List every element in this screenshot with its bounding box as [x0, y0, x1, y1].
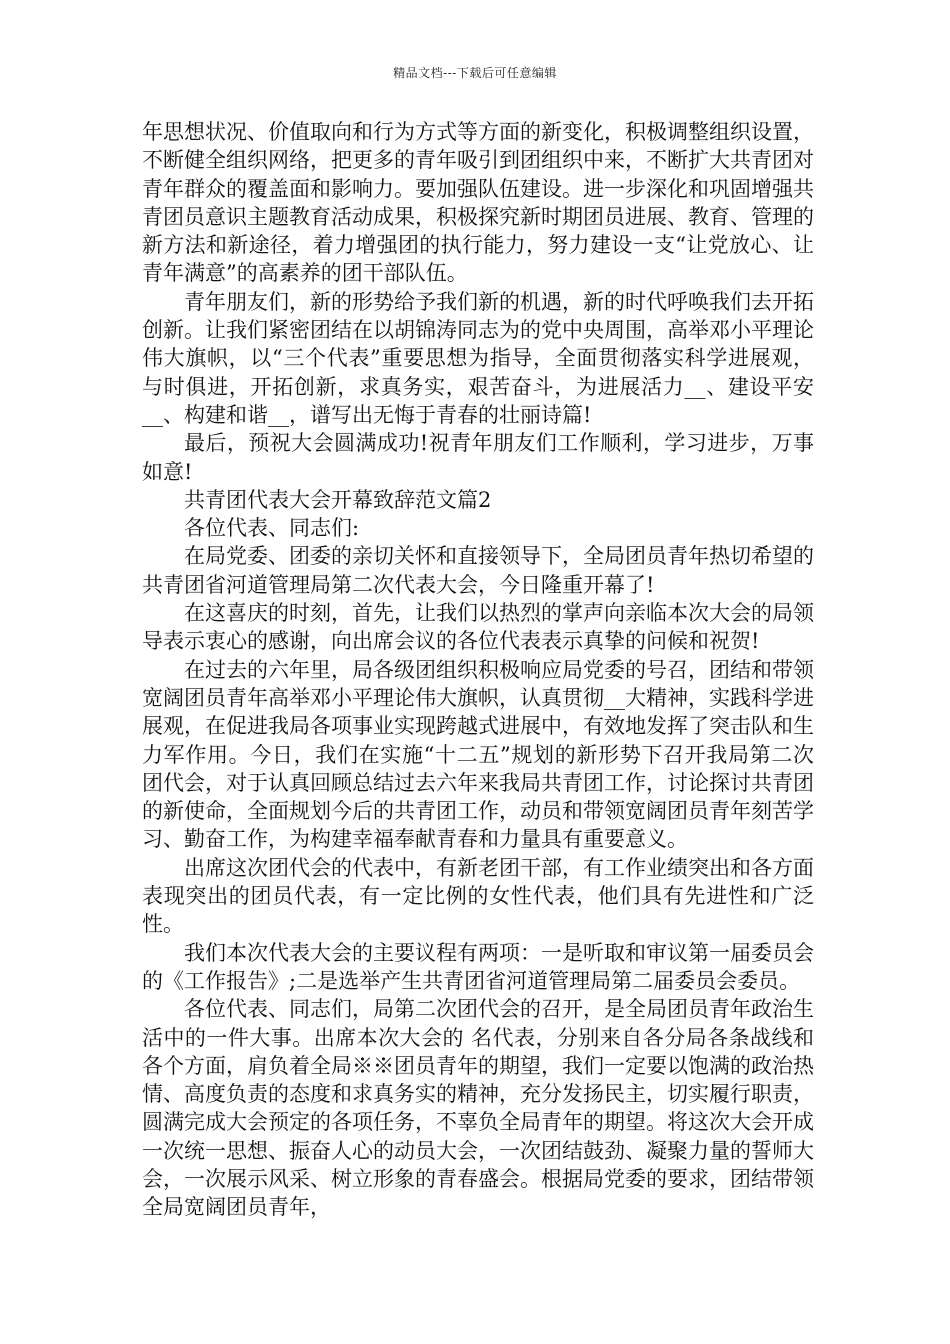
- salutation: 各位代表、同志们:: [184, 516, 360, 541]
- page-header: 精品文档---下载后可任意编辑: [393, 66, 557, 80]
- paragraph-thanks: 在这喜庆的时刻，首先，让我们以热烈的掌声向亲临本次大会的局领导表示衷心的感谢，向出席会议的各位代表表示真挚的问候和祝贺!: [142, 601, 814, 654]
- paragraph-closing-wishes: 最后，预祝大会圆满成功!祝青年朋友们工作顺利，学习进步，万事如意!: [142, 431, 814, 484]
- paragraph-past-six-years: 在过去的六年里，局各级团组织积极响应局党委的号召，团结和带领宽阔团员青年高举邓小平理论伟大旗帜，认真贯彻__大精神，实践科学进展观，在促进我局各项事业实现跨越式进展中，有效地发挥了突击队和生力军作用。今日，我们在实施“十二五”规划的新形势下召开我局第二次团代会，对于认真回顾总结过去六年来我局共青团工作，讨论探讨共青团的新使命，全面规划今后的共青团工作，动员和带领宽阔团员青年刻苦学习、勤奋工作，为构建幸福奉献青春和力量具有重要意义。: [142, 657, 814, 852]
- paragraph-delegates: 出席这次团代会的代表中，有新老团干部，有工作业绩突出和各方面表现突出的团员代表，有一定比例的女性代表，他们具有先进性和广泛性。: [142, 855, 814, 937]
- document-body: [142, 118, 814, 1222]
- paragraph-youth-friends: 青年朋友们，新的形势给予我们新的机遇，新的时代呼唤我们去开拓创新。让我们紧密团结在以胡锦涛同志为的党中央周围，高举邓小平理论伟大旗帜，以“三个代表”重要思想为指导，全面贯彻落实科学进展观，与时俱进，开拓创新，求真务实，艰苦奋斗，为进展活力__、建设平安__、构建和谐__，谱写出无悔于青春的壮丽诗篇!: [142, 289, 814, 427]
- paragraph-continuation: 年思想状况、价值取向和行为方式等方面的新变化，积极调整组织设置，不断健全组织网络，把更多的青年吸引到团组织中来，不断扩大共青团对青年群众的覆盖面和影响力。要加强队伍建设。进一步深化和巩固增强共青团员意识主题教育活动成果，积极探究新时期团员进展、教育、管理的新方法和新途径，着力增强团的执行能力，努力建设一支“让党放心、让青年满意”的高素养的团干部队伍。: [142, 120, 814, 286]
- paragraph-agenda: 我们本次代表大会的主要议程有两项：一是听取和审议第一届委员会的《工作报告》;二是选举产生共青团省河道管理局第二届委员会委员。: [142, 940, 814, 993]
- paragraph-opening: 在局党委、团委的亲切关怀和直接领导下，全局团员青年热切希望的共青团省河道管理局第二次代表大会，今日隆重开幕了!: [142, 544, 814, 597]
- paragraph-significance: 各位代表、同志们，局第二次团代会的召开，是全局团员青年政治生活中的一件大事。出席本次大会的 名代表，分别来自各分局各条战线和各个方面，肩负着全局※※团员青年的期望，我们一定要以饱满的政治热情、高度负责的态度和求真务实的精神，充分发扬民主，切实履行职责，圆满完成大会预定的各项任务，不辜负全局青年的期望。将这次大会开成一次统一思想、振奋人心的动员大会，一次团结鼓劲、凝聚力量的誓师大会，一次展示风采、树立形象的青春盛会。根据局党委的要求，团结带领全局宽阔团员青年，: [142, 997, 814, 1220]
- section-title: 共青团代表大会开幕致辞范文篇2: [184, 487, 492, 512]
